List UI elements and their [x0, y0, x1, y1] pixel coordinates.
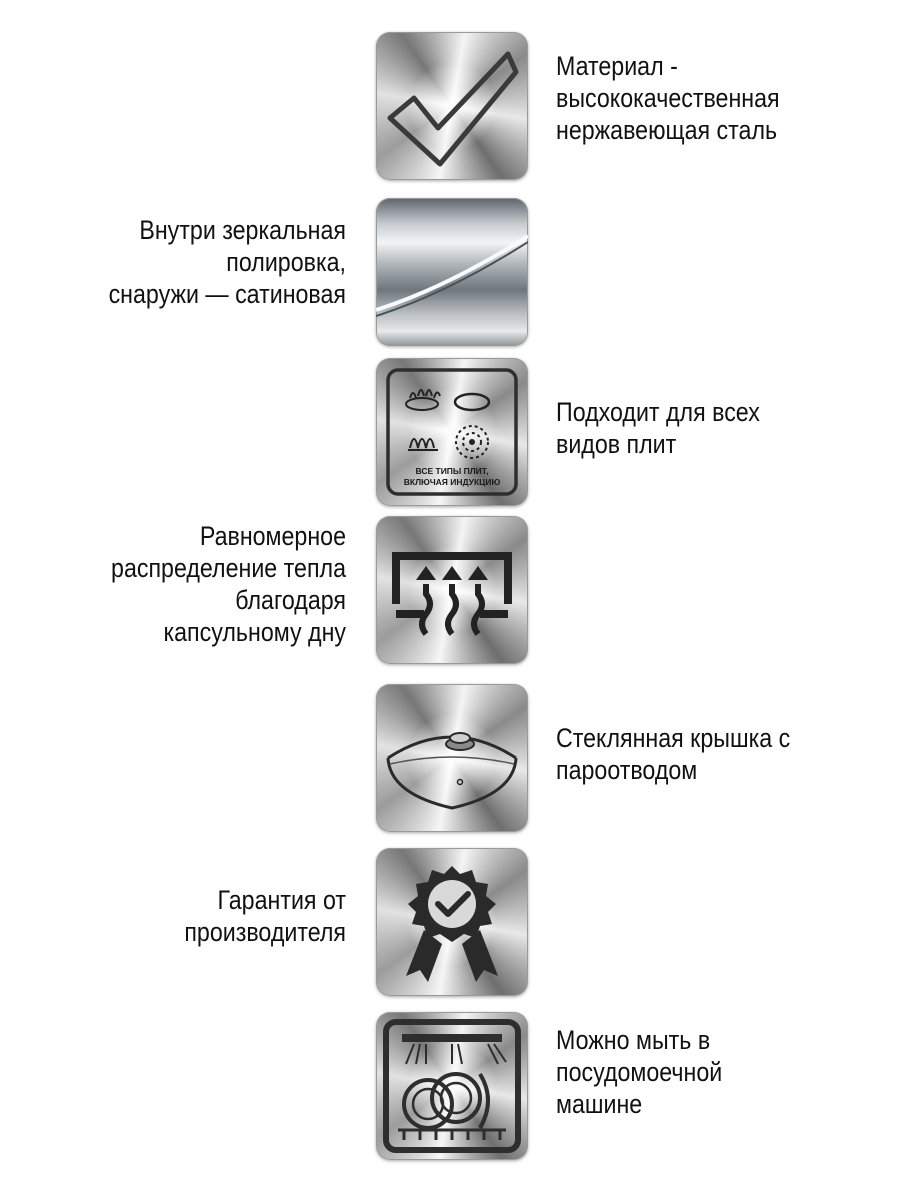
induction-icon — [456, 426, 488, 458]
dishwasher-icon — [376, 1012, 528, 1160]
tile-polish — [376, 198, 528, 346]
tile-heat — [376, 516, 528, 664]
coil-icon — [408, 439, 438, 450]
label-stoves: Подходит для всех видов плит — [556, 397, 760, 459]
icon-caption-line-2: ВКЛЮЧАЯ ИНДУКЦИЮ — [403, 477, 501, 487]
gas-burner-icon — [406, 390, 440, 410]
tile-warranty — [376, 848, 528, 996]
heat-distribution-icon — [376, 516, 528, 664]
label-heat: Равномерное распределение тепла благодаря капсульному дну — [111, 521, 347, 647]
label-material: Материал - высококачественная нержавеющая сталь — [556, 51, 780, 145]
polished-steel-icon — [376, 198, 528, 346]
tile-material — [376, 32, 528, 180]
tile-lid — [376, 684, 528, 832]
glass-lid-icon — [376, 684, 528, 832]
label-warranty: Гарантия от производителя — [184, 885, 346, 947]
label-lid: Стеклянная крышка с пароотводом — [556, 723, 791, 785]
stove-types-icon — [376, 358, 528, 506]
warranty-badge-icon — [376, 848, 528, 996]
tile-dishwasher — [376, 1012, 528, 1160]
tile-stoves — [376, 358, 528, 506]
electric-plate-icon — [455, 394, 489, 410]
checkmark-icon — [376, 32, 528, 180]
label-dishwasher: Можно мыть в посудомоечной машине — [556, 1025, 723, 1119]
label-polish: Внутри зеркальная полировка, снаружи — сатиновая — [108, 215, 346, 309]
icon-caption-line-1: ВСЕ ТИПЫ ПЛИТ, — [415, 466, 489, 476]
